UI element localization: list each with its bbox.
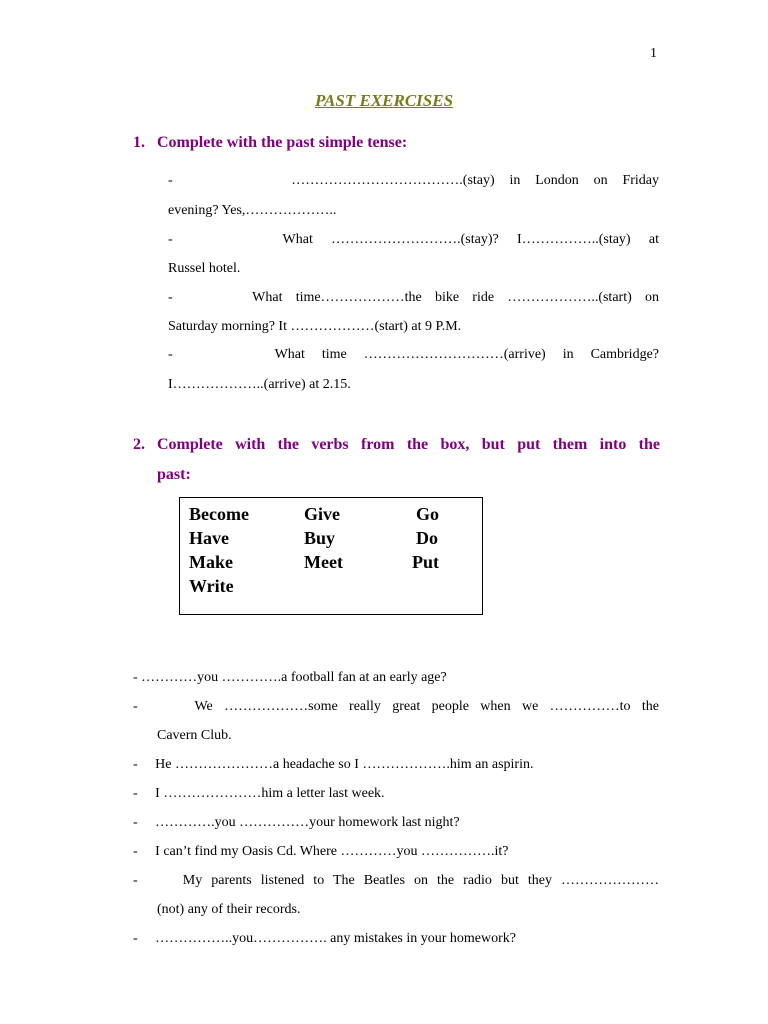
verb-box [179,497,483,615]
exercise2-line: - We ………………some really great people when we ……………to the [133,699,659,714]
verb-word: Give [304,504,340,524]
verb-word: Have [189,528,229,548]
verb-word: Go [416,504,440,524]
verb-word: Do [416,528,438,548]
section1-heading [133,134,407,152]
exercise2-line: (not) any of their records. [157,902,301,917]
verb-word: Meet [304,552,343,572]
section1-number: 1. [133,134,145,151]
exercise1-line: Russel hotel. [168,261,241,276]
exercise1-line: I………………..(arrive) at 2.15. [168,377,351,392]
exercise2-line: - …………you ………….a football fan at an early age? [133,670,447,685]
exercise1-line: Saturday morning? It ………………(start) at 9 P.M. [168,319,462,334]
section1-heading-text: Complete with the past simple tense: [157,134,408,151]
section2-heading-text: Complete with the verbs from the box, but put them into the [157,436,660,453]
verb-word: Buy [304,528,336,548]
exercise2-line: - ………….you ……………your homework last night? [133,815,460,830]
exercise1-line: - What time………………the bike ride ………………..(start) on [168,290,659,305]
verb-word: Make [189,552,233,572]
exercise2-line: - I …………………him a letter last week. [133,786,385,801]
exercise2-line: Cavern Club. [157,728,232,743]
page-number: 1 [650,46,657,61]
exercise2-line: - My parents listened to The Beatles on the radio but they ………………… [133,873,659,888]
exercise1-line: - What time …………………………(arrive) in Cambridge? [168,347,659,362]
verb-word: Put [412,552,439,572]
section2-number: 2. [133,436,145,453]
exercise2-line: - ……………..you……………. any mistakes in your homework? [133,931,517,946]
exercise1-line: - What ……………………….(stay)? I……………..(stay) at [168,232,659,247]
exercise1-line: evening? Yes,……………….. [168,203,337,218]
verb-word: Write [189,576,234,596]
page-title: PAST EXERCISES [314,91,454,110]
exercise2-line: - He …………………a headache so I ……………….him an aspirin. [133,757,534,772]
verb-word: Become [189,504,249,524]
exercise1-line: - ……………………………….(stay) in London on Friday [168,173,659,188]
section2-heading-cont: past: [157,466,191,483]
section2-heading [133,430,660,490]
exercise2-line: - I can’t find my Oasis Cd. Where …………you …………….it? [133,844,509,859]
